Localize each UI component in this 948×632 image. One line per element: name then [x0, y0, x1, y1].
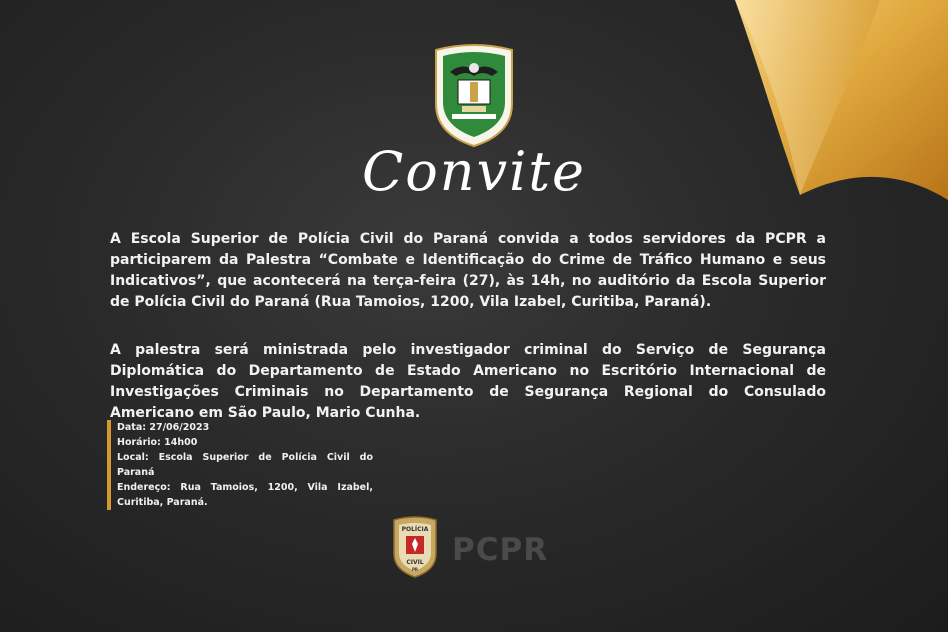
invitation-paragraph: A Escola Superior de Polícia Civil do Paraná convida a todos servidores da PCPR a participarem da Palestra “Combate e Identificação do Crime de Tráfico Humano e seus Indicativos”, que acontecerá na terça-feira (27), às 14h, no auditório da Escola Superior de Polícia Civil do Paraná (Rua Tamoios, 1200, Vila Izabel, Curitiba, Paraná). [110, 231, 826, 310]
event-location: Local: Escola Superior de Polícia Civil do Paraná [117, 452, 373, 478]
page-title: Convite [361, 140, 587, 203]
badge-text-top: POLÍCIA [401, 526, 429, 533]
badge-text-bottom: CIVIL [406, 559, 424, 566]
escola-superior-crest-logo [430, 42, 518, 148]
pcpr-wordmark: PCPR [452, 532, 549, 568]
policia-civil-badge-logo [390, 514, 440, 578]
event-date: Data: 27/06/2023 [117, 422, 210, 433]
badge-text-state: PR [411, 567, 419, 572]
speaker-paragraph: A palestra será ministrada pelo investigador criminal do Serviço de Segurança Diplomática do Departamento de Estado Americano no Escritório Internacional de Investigações Criminais no Departamento de Segurança Regional do Consulado Americano em São Paulo, Mario Cunha. [110, 342, 826, 421]
event-details-box [107, 420, 373, 510]
event-address: Endereço: Rua Tamoios, 1200, Vila Izabel, Curitiba, Paraná. [117, 482, 373, 508]
event-time: Horário: 14h00 [117, 437, 198, 448]
